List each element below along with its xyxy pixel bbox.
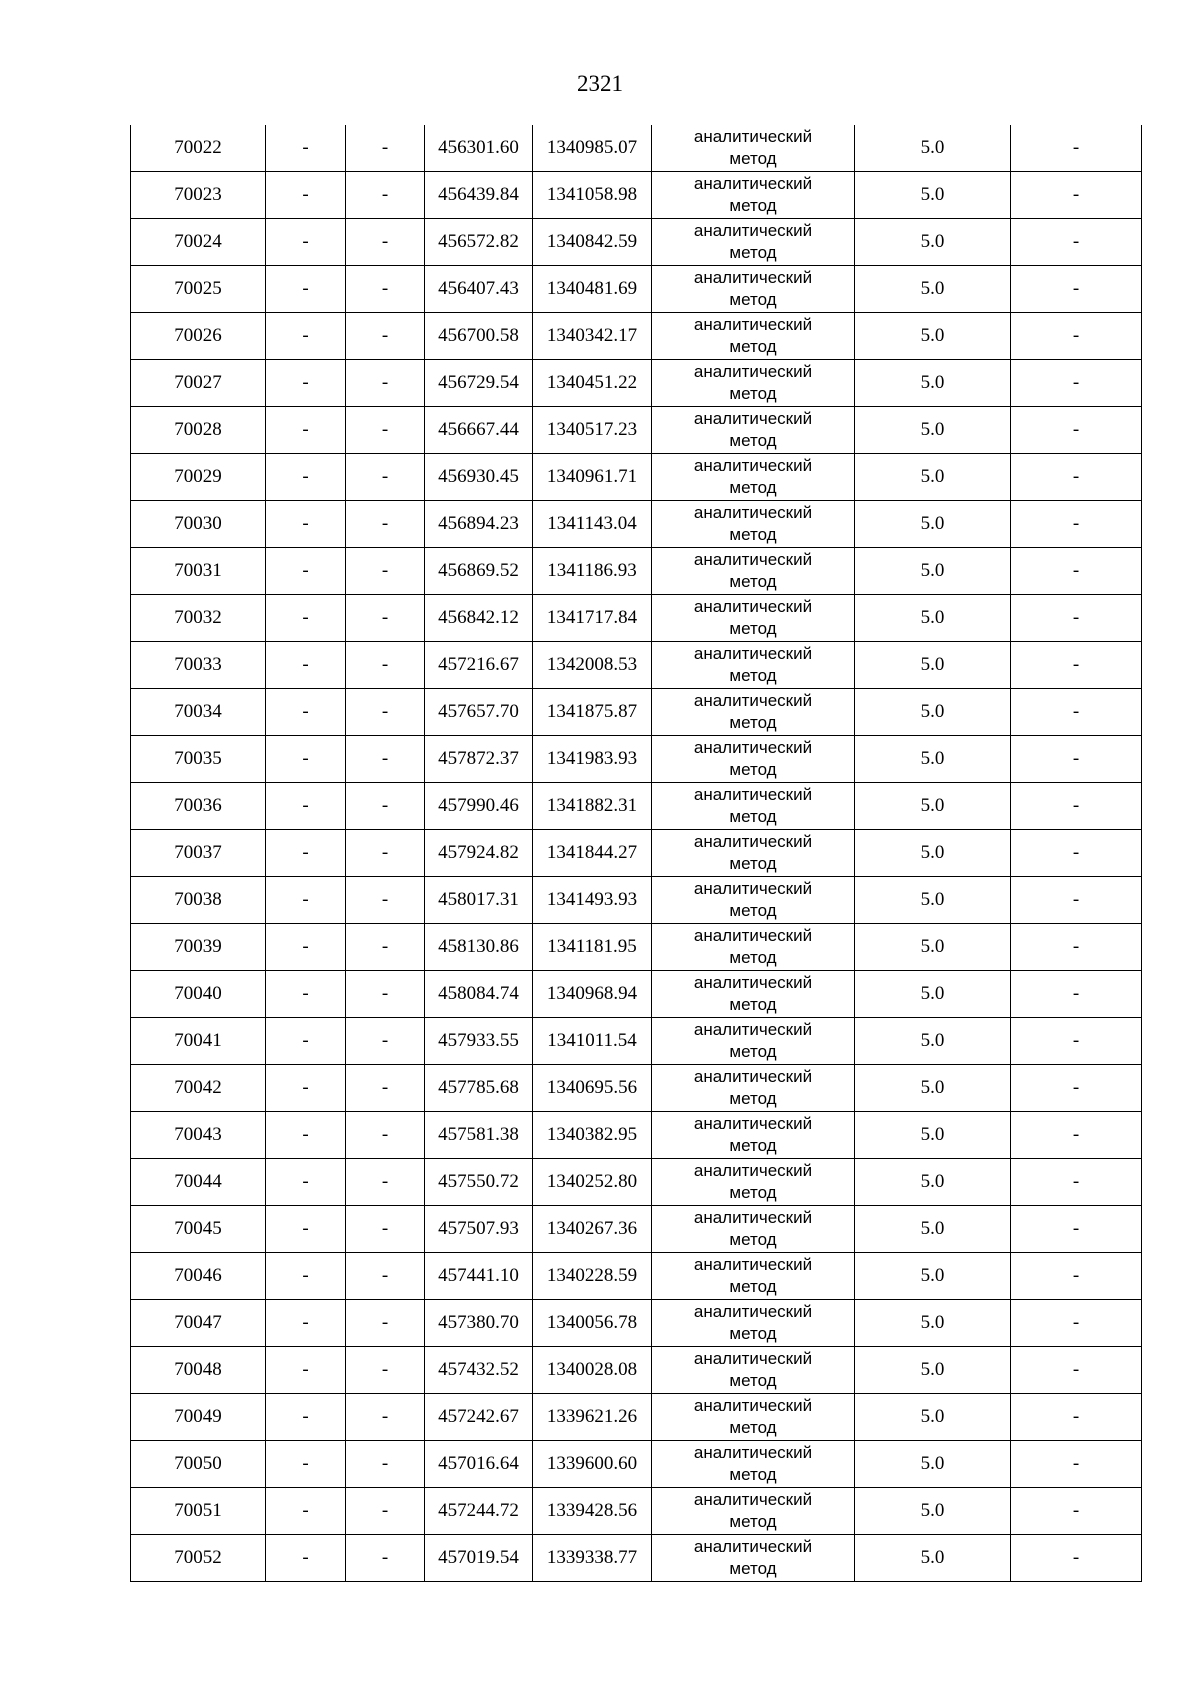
empty-cell-b: - — [346, 219, 425, 266]
accuracy-cell: 5.0 — [855, 501, 1011, 548]
empty-cell-b: - — [346, 1441, 425, 1488]
empty-cell-a: - — [266, 1206, 346, 1253]
empty-cell-a: - — [266, 313, 346, 360]
empty-cell-a: - — [266, 1441, 346, 1488]
y-coordinate-cell: 1340517.23 — [533, 407, 652, 454]
y-coordinate-cell: 1340961.71 — [533, 454, 652, 501]
method-cell: аналитический метод — [652, 783, 855, 830]
empty-cell-a: - — [266, 219, 346, 266]
point-number-cell: 70046 — [131, 1253, 266, 1300]
empty-cell-a: - — [266, 1488, 346, 1535]
accuracy-cell: 5.0 — [855, 1159, 1011, 1206]
y-coordinate-cell: 1341844.27 — [533, 830, 652, 877]
empty-cell-a: - — [266, 1065, 346, 1112]
x-coordinate-cell: 457990.46 — [425, 783, 533, 830]
x-coordinate-cell: 457507.93 — [425, 1206, 533, 1253]
x-coordinate-cell: 457872.37 — [425, 736, 533, 783]
accuracy-cell: 5.0 — [855, 642, 1011, 689]
table-row — [131, 454, 1142, 501]
y-coordinate-cell: 1341181.95 — [533, 924, 652, 971]
accuracy-cell: 5.0 — [855, 783, 1011, 830]
x-coordinate-cell: 457924.82 — [425, 830, 533, 877]
y-coordinate-cell: 1341143.04 — [533, 501, 652, 548]
note-cell: - — [1011, 1065, 1142, 1112]
y-coordinate-cell: 1340252.80 — [533, 1159, 652, 1206]
empty-cell-b: - — [346, 924, 425, 971]
method-cell: аналитический метод — [652, 266, 855, 313]
point-number-cell: 70034 — [131, 689, 266, 736]
x-coordinate-cell: 457380.70 — [425, 1300, 533, 1347]
table-row — [131, 924, 1142, 971]
empty-cell-a: - — [266, 971, 346, 1018]
x-coordinate-cell: 458084.74 — [425, 971, 533, 1018]
empty-cell-b: - — [346, 501, 425, 548]
method-cell: аналитический метод — [652, 595, 855, 642]
page-number: 2321 — [577, 71, 623, 96]
method-cell: аналитический метод — [652, 1253, 855, 1300]
method-cell: аналитический метод — [652, 830, 855, 877]
method-cell: аналитический метод — [652, 407, 855, 454]
x-coordinate-cell: 456667.44 — [425, 407, 533, 454]
x-coordinate-cell: 458017.31 — [425, 877, 533, 924]
note-cell: - — [1011, 313, 1142, 360]
method-cell: аналитический метод — [652, 1347, 855, 1394]
point-number-cell: 70030 — [131, 501, 266, 548]
empty-cell-b: - — [346, 172, 425, 219]
point-number-cell: 70045 — [131, 1206, 266, 1253]
table-row — [131, 1441, 1142, 1488]
empty-cell-a: - — [266, 501, 346, 548]
note-cell: - — [1011, 501, 1142, 548]
accuracy-cell: 5.0 — [855, 548, 1011, 595]
empty-cell-b: - — [346, 548, 425, 595]
table-row — [131, 830, 1142, 877]
accuracy-cell: 5.0 — [855, 1018, 1011, 1065]
note-cell: - — [1011, 360, 1142, 407]
table-row — [131, 1206, 1142, 1253]
y-coordinate-cell: 1340056.78 — [533, 1300, 652, 1347]
empty-cell-b: - — [346, 1394, 425, 1441]
y-coordinate-cell: 1340228.59 — [533, 1253, 652, 1300]
accuracy-cell: 5.0 — [855, 971, 1011, 1018]
empty-cell-b: - — [346, 1018, 425, 1065]
note-cell: - — [1011, 971, 1142, 1018]
y-coordinate-cell: 1339338.77 — [533, 1535, 652, 1582]
x-coordinate-cell: 458130.86 — [425, 924, 533, 971]
note-cell: - — [1011, 783, 1142, 830]
accuracy-cell: 5.0 — [855, 595, 1011, 642]
note-cell: - — [1011, 1112, 1142, 1159]
note-cell: - — [1011, 736, 1142, 783]
table-row — [131, 783, 1142, 830]
table-row — [131, 1018, 1142, 1065]
note-cell: - — [1011, 1253, 1142, 1300]
accuracy-cell: 5.0 — [855, 1253, 1011, 1300]
note-cell: - — [1011, 407, 1142, 454]
empty-cell-b: - — [346, 1206, 425, 1253]
method-cell: аналитический метод — [652, 877, 855, 924]
x-coordinate-cell: 457550.72 — [425, 1159, 533, 1206]
method-cell: аналитический метод — [652, 172, 855, 219]
method-cell: аналитический метод — [652, 1159, 855, 1206]
empty-cell-b: - — [346, 266, 425, 313]
accuracy-cell: 5.0 — [855, 1206, 1011, 1253]
accuracy-cell: 5.0 — [855, 1394, 1011, 1441]
accuracy-cell: 5.0 — [855, 1347, 1011, 1394]
table-body — [131, 125, 1142, 1582]
y-coordinate-cell: 1339621.26 — [533, 1394, 652, 1441]
y-coordinate-cell: 1340695.56 — [533, 1065, 652, 1112]
method-cell: аналитический метод — [652, 1300, 855, 1347]
empty-cell-a: - — [266, 407, 346, 454]
accuracy-cell: 5.0 — [855, 407, 1011, 454]
method-cell: аналитический метод — [652, 642, 855, 689]
y-coordinate-cell: 1342008.53 — [533, 642, 652, 689]
note-cell: - — [1011, 1206, 1142, 1253]
empty-cell-a: - — [266, 1347, 346, 1394]
table-row — [131, 1112, 1142, 1159]
method-cell: аналитический метод — [652, 125, 855, 172]
point-number-cell: 70042 — [131, 1065, 266, 1112]
empty-cell-b: - — [346, 971, 425, 1018]
empty-cell-a: - — [266, 548, 346, 595]
point-number-cell: 70036 — [131, 783, 266, 830]
method-cell: аналитический метод — [652, 1018, 855, 1065]
y-coordinate-cell: 1341493.93 — [533, 877, 652, 924]
empty-cell-a: - — [266, 783, 346, 830]
method-cell: аналитический метод — [652, 1394, 855, 1441]
point-number-cell: 70051 — [131, 1488, 266, 1535]
table-row — [131, 877, 1142, 924]
x-coordinate-cell: 457242.67 — [425, 1394, 533, 1441]
table-row — [131, 689, 1142, 736]
note-cell: - — [1011, 1300, 1142, 1347]
note-cell: - — [1011, 1347, 1142, 1394]
empty-cell-a: - — [266, 266, 346, 313]
method-cell: аналитический метод — [652, 1441, 855, 1488]
point-number-cell: 70044 — [131, 1159, 266, 1206]
empty-cell-b: - — [346, 1488, 425, 1535]
note-cell: - — [1011, 125, 1142, 172]
table-row — [131, 1347, 1142, 1394]
table-row — [131, 125, 1142, 172]
accuracy-cell: 5.0 — [855, 219, 1011, 266]
method-cell: аналитический метод — [652, 924, 855, 971]
empty-cell-a: - — [266, 689, 346, 736]
method-cell: аналитический метод — [652, 971, 855, 1018]
method-cell: аналитический метод — [652, 1112, 855, 1159]
x-coordinate-cell: 456700.58 — [425, 313, 533, 360]
table-row — [131, 1535, 1142, 1582]
empty-cell-b: - — [346, 877, 425, 924]
method-cell: аналитический метод — [652, 360, 855, 407]
table-row — [131, 313, 1142, 360]
note-cell: - — [1011, 266, 1142, 313]
note-cell: - — [1011, 830, 1142, 877]
point-number-cell: 70037 — [131, 830, 266, 877]
accuracy-cell: 5.0 — [855, 830, 1011, 877]
empty-cell-a: - — [266, 125, 346, 172]
empty-cell-b: - — [346, 360, 425, 407]
y-coordinate-cell: 1340842.59 — [533, 219, 652, 266]
x-coordinate-cell: 457441.10 — [425, 1253, 533, 1300]
point-number-cell: 70047 — [131, 1300, 266, 1347]
method-cell: аналитический метод — [652, 501, 855, 548]
point-number-cell: 70024 — [131, 219, 266, 266]
x-coordinate-cell: 457216.67 — [425, 642, 533, 689]
note-cell: - — [1011, 172, 1142, 219]
y-coordinate-cell: 1341875.87 — [533, 689, 652, 736]
empty-cell-a: - — [266, 172, 346, 219]
empty-cell-a: - — [266, 595, 346, 642]
empty-cell-b: - — [346, 830, 425, 877]
empty-cell-b: - — [346, 1112, 425, 1159]
point-number-cell: 70029 — [131, 454, 266, 501]
method-cell: аналитический метод — [652, 689, 855, 736]
y-coordinate-cell: 1339600.60 — [533, 1441, 652, 1488]
note-cell: - — [1011, 642, 1142, 689]
point-number-cell: 70031 — [131, 548, 266, 595]
note-cell: - — [1011, 1441, 1142, 1488]
note-cell: - — [1011, 877, 1142, 924]
empty-cell-a: - — [266, 1535, 346, 1582]
y-coordinate-cell: 1341983.93 — [533, 736, 652, 783]
empty-cell-a: - — [266, 1112, 346, 1159]
table-row — [131, 501, 1142, 548]
y-coordinate-cell: 1341186.93 — [533, 548, 652, 595]
x-coordinate-cell: 457933.55 — [425, 1018, 533, 1065]
table-row — [131, 266, 1142, 313]
x-coordinate-cell: 456301.60 — [425, 125, 533, 172]
point-number-cell: 70038 — [131, 877, 266, 924]
table-row — [131, 1159, 1142, 1206]
y-coordinate-cell: 1340985.07 — [533, 125, 652, 172]
table-row — [131, 548, 1142, 595]
empty-cell-a: - — [266, 642, 346, 689]
point-number-cell: 70025 — [131, 266, 266, 313]
empty-cell-b: - — [346, 1300, 425, 1347]
empty-cell-a: - — [266, 736, 346, 783]
y-coordinate-cell: 1340028.08 — [533, 1347, 652, 1394]
accuracy-cell: 5.0 — [855, 454, 1011, 501]
table-row — [131, 1300, 1142, 1347]
table-row — [131, 595, 1142, 642]
accuracy-cell: 5.0 — [855, 1535, 1011, 1582]
x-coordinate-cell: 456869.52 — [425, 548, 533, 595]
empty-cell-b: - — [346, 313, 425, 360]
method-cell: аналитический метод — [652, 736, 855, 783]
table-row — [131, 1065, 1142, 1112]
point-number-cell: 70050 — [131, 1441, 266, 1488]
y-coordinate-cell: 1341058.98 — [533, 172, 652, 219]
empty-cell-a: - — [266, 1018, 346, 1065]
table-row — [131, 360, 1142, 407]
note-cell: - — [1011, 548, 1142, 595]
note-cell: - — [1011, 219, 1142, 266]
method-cell: аналитический метод — [652, 1206, 855, 1253]
x-coordinate-cell: 456894.23 — [425, 501, 533, 548]
y-coordinate-cell: 1340342.17 — [533, 313, 652, 360]
y-coordinate-cell: 1341011.54 — [533, 1018, 652, 1065]
empty-cell-b: - — [346, 1347, 425, 1394]
accuracy-cell: 5.0 — [855, 736, 1011, 783]
y-coordinate-cell: 1340968.94 — [533, 971, 652, 1018]
table-row — [131, 407, 1142, 454]
accuracy-cell: 5.0 — [855, 266, 1011, 313]
empty-cell-b: - — [346, 689, 425, 736]
y-coordinate-cell: 1339428.56 — [533, 1488, 652, 1535]
method-cell: аналитический метод — [652, 1535, 855, 1582]
point-number-cell: 70043 — [131, 1112, 266, 1159]
point-number-cell: 70026 — [131, 313, 266, 360]
point-number-cell: 70039 — [131, 924, 266, 971]
accuracy-cell: 5.0 — [855, 1300, 1011, 1347]
y-coordinate-cell: 1340481.69 — [533, 266, 652, 313]
table-row — [131, 1253, 1142, 1300]
note-cell: - — [1011, 595, 1142, 642]
point-number-cell: 70052 — [131, 1535, 266, 1582]
point-number-cell: 70035 — [131, 736, 266, 783]
note-cell: - — [1011, 1159, 1142, 1206]
x-coordinate-cell: 457581.38 — [425, 1112, 533, 1159]
note-cell: - — [1011, 454, 1142, 501]
point-number-cell: 70049 — [131, 1394, 266, 1441]
x-coordinate-cell: 456407.43 — [425, 266, 533, 313]
empty-cell-a: - — [266, 454, 346, 501]
method-cell: аналитический метод — [652, 454, 855, 501]
y-coordinate-cell: 1341882.31 — [533, 783, 652, 830]
empty-cell-b: - — [346, 454, 425, 501]
y-coordinate-cell: 1340267.36 — [533, 1206, 652, 1253]
accuracy-cell: 5.0 — [855, 1488, 1011, 1535]
note-cell: - — [1011, 1018, 1142, 1065]
method-cell: аналитический метод — [652, 1488, 855, 1535]
accuracy-cell: 5.0 — [855, 1112, 1011, 1159]
accuracy-cell: 5.0 — [855, 125, 1011, 172]
empty-cell-a: - — [266, 877, 346, 924]
empty-cell-b: - — [346, 1065, 425, 1112]
accuracy-cell: 5.0 — [855, 172, 1011, 219]
x-coordinate-cell: 456572.82 — [425, 219, 533, 266]
empty-cell-a: - — [266, 1159, 346, 1206]
point-number-cell: 70023 — [131, 172, 266, 219]
accuracy-cell: 5.0 — [855, 313, 1011, 360]
empty-cell-b: - — [346, 125, 425, 172]
point-number-cell: 70032 — [131, 595, 266, 642]
method-cell: аналитический метод — [652, 1065, 855, 1112]
coordinates-table — [130, 125, 1142, 1582]
accuracy-cell: 5.0 — [855, 1065, 1011, 1112]
empty-cell-a: - — [266, 1253, 346, 1300]
accuracy-cell: 5.0 — [855, 360, 1011, 407]
y-coordinate-cell: 1340382.95 — [533, 1112, 652, 1159]
table-row — [131, 642, 1142, 689]
table-row — [131, 1488, 1142, 1535]
empty-cell-b: - — [346, 783, 425, 830]
x-coordinate-cell: 457657.70 — [425, 689, 533, 736]
accuracy-cell: 5.0 — [855, 924, 1011, 971]
table-row — [131, 172, 1142, 219]
x-coordinate-cell: 457016.64 — [425, 1441, 533, 1488]
x-coordinate-cell: 457019.54 — [425, 1535, 533, 1582]
x-coordinate-cell: 456930.45 — [425, 454, 533, 501]
empty-cell-b: - — [346, 1159, 425, 1206]
table-row — [131, 736, 1142, 783]
point-number-cell: 70033 — [131, 642, 266, 689]
x-coordinate-cell: 456842.12 — [425, 595, 533, 642]
x-coordinate-cell: 456729.54 — [425, 360, 533, 407]
note-cell: - — [1011, 1394, 1142, 1441]
method-cell: аналитический метод — [652, 219, 855, 266]
empty-cell-a: - — [266, 1300, 346, 1347]
accuracy-cell: 5.0 — [855, 877, 1011, 924]
empty-cell-b: - — [346, 1535, 425, 1582]
point-number-cell: 70041 — [131, 1018, 266, 1065]
point-number-cell: 70028 — [131, 407, 266, 454]
point-number-cell: 70027 — [131, 360, 266, 407]
y-coordinate-cell: 1340451.22 — [533, 360, 652, 407]
table-row — [131, 971, 1142, 1018]
empty-cell-a: - — [266, 924, 346, 971]
empty-cell-b: - — [346, 1253, 425, 1300]
note-cell: - — [1011, 1535, 1142, 1582]
x-coordinate-cell: 457785.68 — [425, 1065, 533, 1112]
point-number-cell: 70048 — [131, 1347, 266, 1394]
empty-cell-b: - — [346, 407, 425, 454]
note-cell: - — [1011, 1488, 1142, 1535]
x-coordinate-cell: 456439.84 — [425, 172, 533, 219]
method-cell: аналитический метод — [652, 313, 855, 360]
empty-cell-a: - — [266, 360, 346, 407]
note-cell: - — [1011, 689, 1142, 736]
empty-cell-b: - — [346, 595, 425, 642]
table-row — [131, 219, 1142, 266]
accuracy-cell: 5.0 — [855, 1441, 1011, 1488]
x-coordinate-cell: 457432.52 — [425, 1347, 533, 1394]
empty-cell-b: - — [346, 736, 425, 783]
point-number-cell: 70022 — [131, 125, 266, 172]
accuracy-cell: 5.0 — [855, 689, 1011, 736]
note-cell: - — [1011, 924, 1142, 971]
table-row — [131, 1394, 1142, 1441]
method-cell: аналитический метод — [652, 548, 855, 595]
empty-cell-a: - — [266, 1394, 346, 1441]
point-number-cell: 70040 — [131, 971, 266, 1018]
y-coordinate-cell: 1341717.84 — [533, 595, 652, 642]
x-coordinate-cell: 457244.72 — [425, 1488, 533, 1535]
empty-cell-a: - — [266, 830, 346, 877]
empty-cell-b: - — [346, 642, 425, 689]
